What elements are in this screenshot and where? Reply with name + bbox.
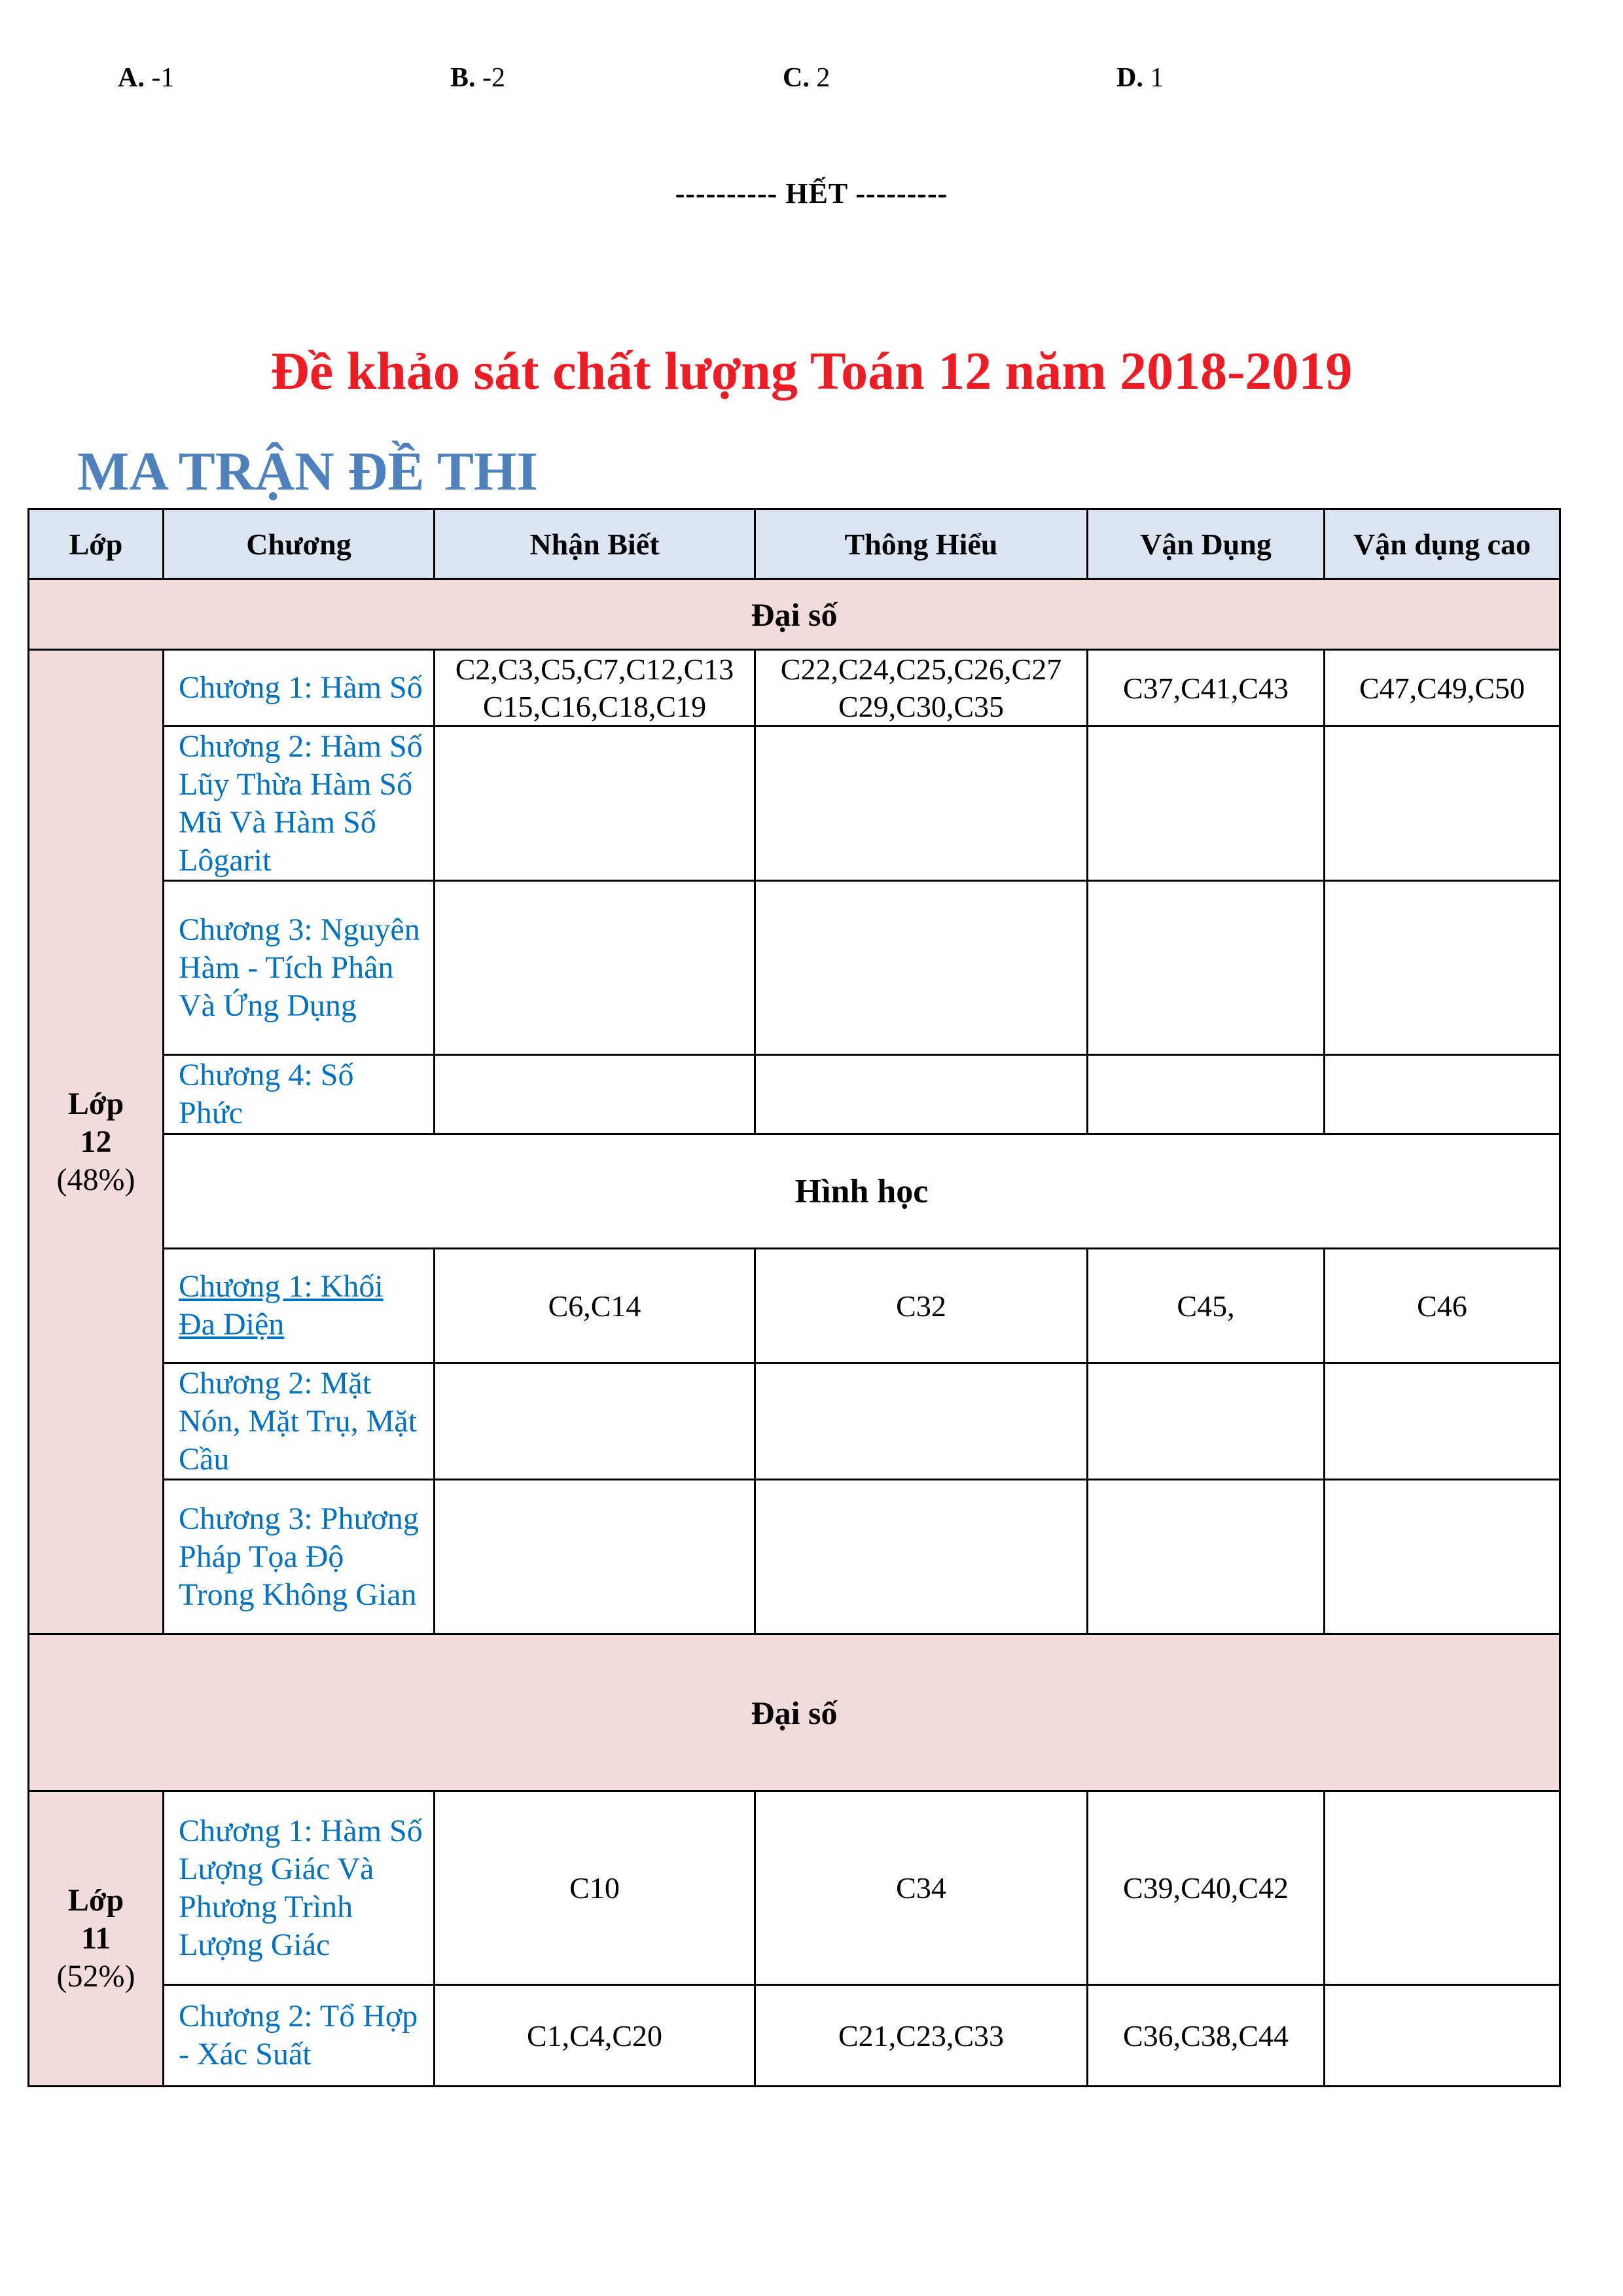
application-cell: C39,C40,C42 <box>1088 1791 1325 1985</box>
section-row <box>29 1634 1560 1791</box>
answer-option-a <box>118 62 174 94</box>
advanced-application-cell <box>1325 1985 1560 2087</box>
advanced-application-cell <box>1325 1791 1560 1985</box>
answer-value: 2 <box>816 63 830 93</box>
table-row <box>29 1249 1560 1363</box>
chapter-cell: Chương 3: Phương Pháp Tọa Độ Trong Không Gian <box>164 1480 435 1634</box>
answer-value: -2 <box>482 63 506 93</box>
answer-letter: A. <box>118 63 145 93</box>
application-cell <box>1088 1055 1325 1134</box>
answer-letter: B. <box>450 63 476 93</box>
comprehension-cell <box>755 650 1088 726</box>
cell-line: C22,C24,C25,C26,C27 <box>780 653 1062 686</box>
header-comprehension: Thông Hiểu <box>755 509 1088 579</box>
class-percent: (52%) <box>56 1959 135 1994</box>
answer-value: 1 <box>1150 63 1164 93</box>
class-cell-11 <box>29 1791 164 2087</box>
advanced-application-cell <box>1325 881 1560 1055</box>
recognition-cell <box>435 726 755 881</box>
recognition-cell <box>435 650 755 726</box>
application-cell <box>1088 881 1325 1055</box>
comprehension-cell: C21,C23,C33 <box>755 1985 1088 2087</box>
comprehension-cell <box>755 1480 1088 1634</box>
recognition-cell <box>435 1363 755 1480</box>
recognition-cell: C6,C14 <box>435 1249 755 1363</box>
chapter-cell[interactable]: Chương 1: Khối Đa Diện <box>164 1249 435 1363</box>
end-marker: ---------- HẾT --------- <box>675 177 948 209</box>
chapter-cell: Chương 2: Mặt Nón, Mặt Trụ, Mặt Cầu <box>164 1363 435 1480</box>
header-recognition: Nhận Biết <box>435 509 755 579</box>
section-label: Hình học <box>164 1134 1560 1249</box>
chapter-cell: Chương 1: Hàm Số <box>164 650 435 726</box>
answer-option-c <box>783 62 830 94</box>
class-cell-12 <box>29 650 164 1634</box>
recognition-cell: C10 <box>435 1791 755 1985</box>
answer-letter: D. <box>1116 63 1143 93</box>
table-row <box>29 726 1560 881</box>
comprehension-cell <box>755 881 1088 1055</box>
exam-matrix-table <box>27 508 1561 2087</box>
advanced-application-cell <box>1325 1363 1560 1480</box>
header-chapter: Chương <box>164 509 435 579</box>
class-label: Lớp <box>67 1883 124 1918</box>
application-cell <box>1088 1480 1325 1634</box>
chapter-cell: Chương 2: Tổ Hợp - Xác Suất <box>164 1985 435 2087</box>
application-cell <box>1088 726 1325 881</box>
application-cell: C45, <box>1088 1249 1325 1363</box>
comprehension-cell <box>755 726 1088 881</box>
answer-value: -1 <box>151 63 175 93</box>
chapter-cell: Chương 2: Hàm Số Lũy Thừa Hàm Số Mũ Và Hàm Số Lôgarit <box>164 726 435 881</box>
table-row <box>29 1791 1560 1985</box>
header-advanced-application: Vận dụng cao <box>1325 509 1560 579</box>
cell-line: C15,C16,C18,C19 <box>482 690 707 723</box>
answer-letter: C. <box>783 63 810 93</box>
header-class: Lớp <box>29 509 164 579</box>
chapter-cell: Chương 4: Số Phức <box>164 1055 435 1134</box>
recognition-cell <box>435 881 755 1055</box>
section-label: Đại số <box>29 1634 1560 1791</box>
recognition-cell <box>435 1480 755 1634</box>
recognition-cell: C1,C4,C20 <box>435 1985 755 2087</box>
section-row <box>29 1134 1560 1249</box>
class-number: 12 <box>80 1124 112 1159</box>
table-row <box>29 1480 1560 1634</box>
matrix-heading: MA TRẬN ĐỀ THI <box>77 441 539 502</box>
table-row <box>29 1055 1560 1134</box>
comprehension-cell <box>755 1055 1088 1134</box>
advanced-application-cell <box>1325 726 1560 881</box>
comprehension-cell: C32 <box>755 1249 1088 1363</box>
section-row <box>29 579 1560 650</box>
cell-line: C29,C30,C35 <box>838 690 1005 723</box>
application-cell <box>1088 1363 1325 1480</box>
table-row <box>29 881 1560 1055</box>
application-cell: C37,C41,C43 <box>1088 650 1325 726</box>
class-number: 11 <box>80 1921 111 1956</box>
document-title: Đề khảo sát chất lượng Toán 12 năm 2018-2019 <box>270 341 1353 401</box>
header-application: Vận Dụng <box>1088 509 1325 579</box>
comprehension-cell <box>755 1363 1088 1480</box>
section-label: Đại số <box>29 579 1560 650</box>
answer-option-b <box>450 62 505 94</box>
answer-option-d <box>1116 62 1164 94</box>
chapter-cell: Chương 3: Nguyên Hàm - Tích Phân Và Ứng Dụng <box>164 881 435 1055</box>
comprehension-cell: C34 <box>755 1791 1088 1985</box>
advanced-application-cell: C47,C49,C50 <box>1325 650 1560 726</box>
cell-line: C2,C3,C5,C7,C12,C13 <box>455 653 734 686</box>
table-header-row <box>29 509 1560 579</box>
table-row <box>29 1985 1560 2087</box>
answer-options <box>0 62 1623 101</box>
advanced-application-cell: C46 <box>1325 1249 1560 1363</box>
chapter-cell: Chương 1: Hàm Số Lượng Giác Và Phương Trình Lượng Giác <box>164 1791 435 1985</box>
advanced-application-cell <box>1325 1055 1560 1134</box>
class-label: Lớp <box>67 1086 124 1121</box>
table-row <box>29 650 1560 726</box>
application-cell: C36,C38,C44 <box>1088 1985 1325 2087</box>
class-percent: (48%) <box>56 1162 135 1197</box>
recognition-cell <box>435 1055 755 1134</box>
advanced-application-cell <box>1325 1480 1560 1634</box>
table-row <box>29 1363 1560 1480</box>
